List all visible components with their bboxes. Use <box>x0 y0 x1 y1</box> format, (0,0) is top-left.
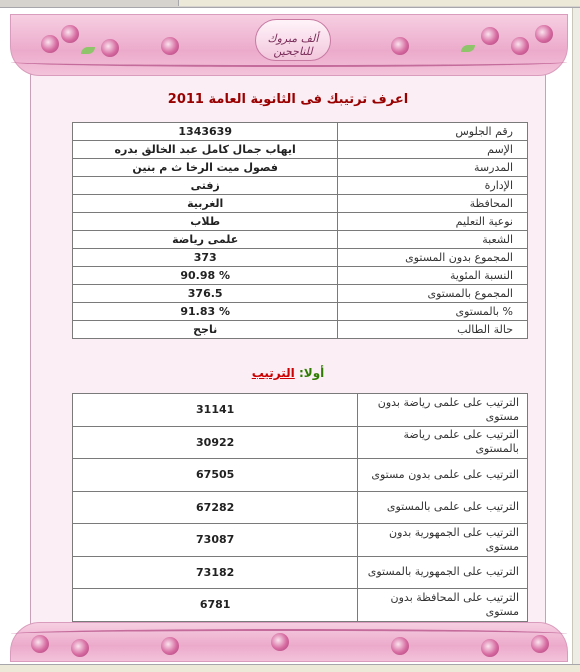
rose-icon <box>511 37 529 55</box>
header-banner <box>10 14 568 76</box>
rose-icon <box>31 635 49 653</box>
cell-label: المدرسة <box>338 159 528 177</box>
section-prefix: أولا: <box>298 366 325 380</box>
rose-icon <box>61 25 79 43</box>
student-info-row <box>73 177 528 195</box>
cell-label: الترتيب على علمى رياضة بالمستوى <box>358 426 528 459</box>
cell-value: 1343639 <box>73 123 338 141</box>
ranking-row <box>73 394 528 427</box>
rose-icon <box>161 637 179 655</box>
student-info-row <box>73 195 528 213</box>
rankings-table <box>72 393 528 622</box>
cell-value: 73182 <box>73 556 358 589</box>
banner-wave <box>11 629 567 639</box>
address-bar-edge <box>178 0 580 6</box>
footer-banner <box>10 622 568 662</box>
vertical-scrollbar[interactable] <box>572 8 580 664</box>
cell-label: النسبة المئوية <box>338 267 528 285</box>
banner-title: ألف مبروك للناجحين <box>267 32 319 58</box>
rose-icon <box>531 635 549 653</box>
cell-value: 90.98 % <box>73 267 338 285</box>
student-info-row <box>73 249 528 267</box>
cell-label: الشعبة <box>338 231 528 249</box>
cell-value: 6781 <box>73 589 358 622</box>
cell-value: ايهاب جمال كامل عبد الخالق بدره <box>73 141 338 159</box>
rose-icon <box>535 25 553 43</box>
student-info-row <box>73 141 528 159</box>
student-info-row <box>73 321 528 339</box>
cell-label: المجموع بدون المستوى <box>338 249 528 267</box>
student-info-row <box>73 231 528 249</box>
cell-value: علمى رياضة <box>73 231 338 249</box>
page-title: اعرف ترتيبك فى الثانوية العامة 2011 <box>167 92 409 107</box>
heart-badge <box>255 19 331 61</box>
cell-label: المجموع بالمستوى <box>338 285 528 303</box>
rose-icon <box>161 37 179 55</box>
student-info-row <box>73 123 528 141</box>
cell-label: الترتيب على علمى بالمستوى <box>358 491 528 524</box>
rose-icon <box>101 39 119 57</box>
rose-icon <box>271 633 289 651</box>
student-info-row <box>73 303 528 321</box>
ranking-row <box>73 491 528 524</box>
cell-label: رقم الجلوس <box>338 123 528 141</box>
cell-value: الغربية <box>73 195 338 213</box>
leaf-icon <box>461 45 475 52</box>
rose-icon <box>481 639 499 657</box>
ranking-row <box>73 426 528 459</box>
cell-label: نوعية التعليم <box>338 213 528 231</box>
section-link[interactable]: الترتيب <box>251 366 295 380</box>
status-bar <box>0 664 580 672</box>
ranking-row <box>73 589 528 622</box>
section-title <box>30 366 546 380</box>
cell-value: 376.5 <box>73 285 338 303</box>
ranking-row <box>73 524 528 557</box>
cell-value: 31141 <box>73 394 358 427</box>
cell-label: المحافظة <box>338 195 528 213</box>
cell-value: زفتى <box>73 177 338 195</box>
cell-label: الترتيب على الجمهورية بالمستوى <box>358 556 528 589</box>
rose-icon <box>41 35 59 53</box>
cell-value: 30922 <box>73 426 358 459</box>
leaf-icon <box>81 47 95 54</box>
cell-label: الترتيب على المحافظة بدون مستوى <box>358 589 528 622</box>
rose-icon <box>391 37 409 55</box>
cell-label: الإدارة <box>338 177 528 195</box>
cell-value: 373 <box>73 249 338 267</box>
student-info-row <box>73 267 528 285</box>
cell-value: ناجح <box>73 321 338 339</box>
cell-label: الإسم <box>338 141 528 159</box>
student-info-row <box>73 159 528 177</box>
cell-value: 73087 <box>73 524 358 557</box>
cell-value: فصول ميت الرخا ث م بنين <box>73 159 338 177</box>
cell-value: 91.83 % <box>73 303 338 321</box>
rose-icon <box>391 637 409 655</box>
cell-value: 67505 <box>73 459 358 492</box>
student-info-row <box>73 285 528 303</box>
cell-label: الترتيب على الجمهورية بدون مستوى <box>358 524 528 557</box>
ranking-row <box>73 459 528 492</box>
cell-label: الترتيب على علمى بدون مستوى <box>358 459 528 492</box>
student-info-row <box>73 213 528 231</box>
rose-icon <box>481 27 499 45</box>
ranking-row <box>73 556 528 589</box>
cell-label: حالة الطالب <box>338 321 528 339</box>
cell-value: طلاب <box>73 213 338 231</box>
browser-toolbar-strip <box>0 0 580 8</box>
rose-icon <box>71 639 89 657</box>
cell-value: 67282 <box>73 491 358 524</box>
student-info-table <box>72 122 528 339</box>
cell-label: الترتيب على علمى رياضة بدون مستوى <box>358 394 528 427</box>
cell-label: بالمستوى % <box>338 303 528 321</box>
